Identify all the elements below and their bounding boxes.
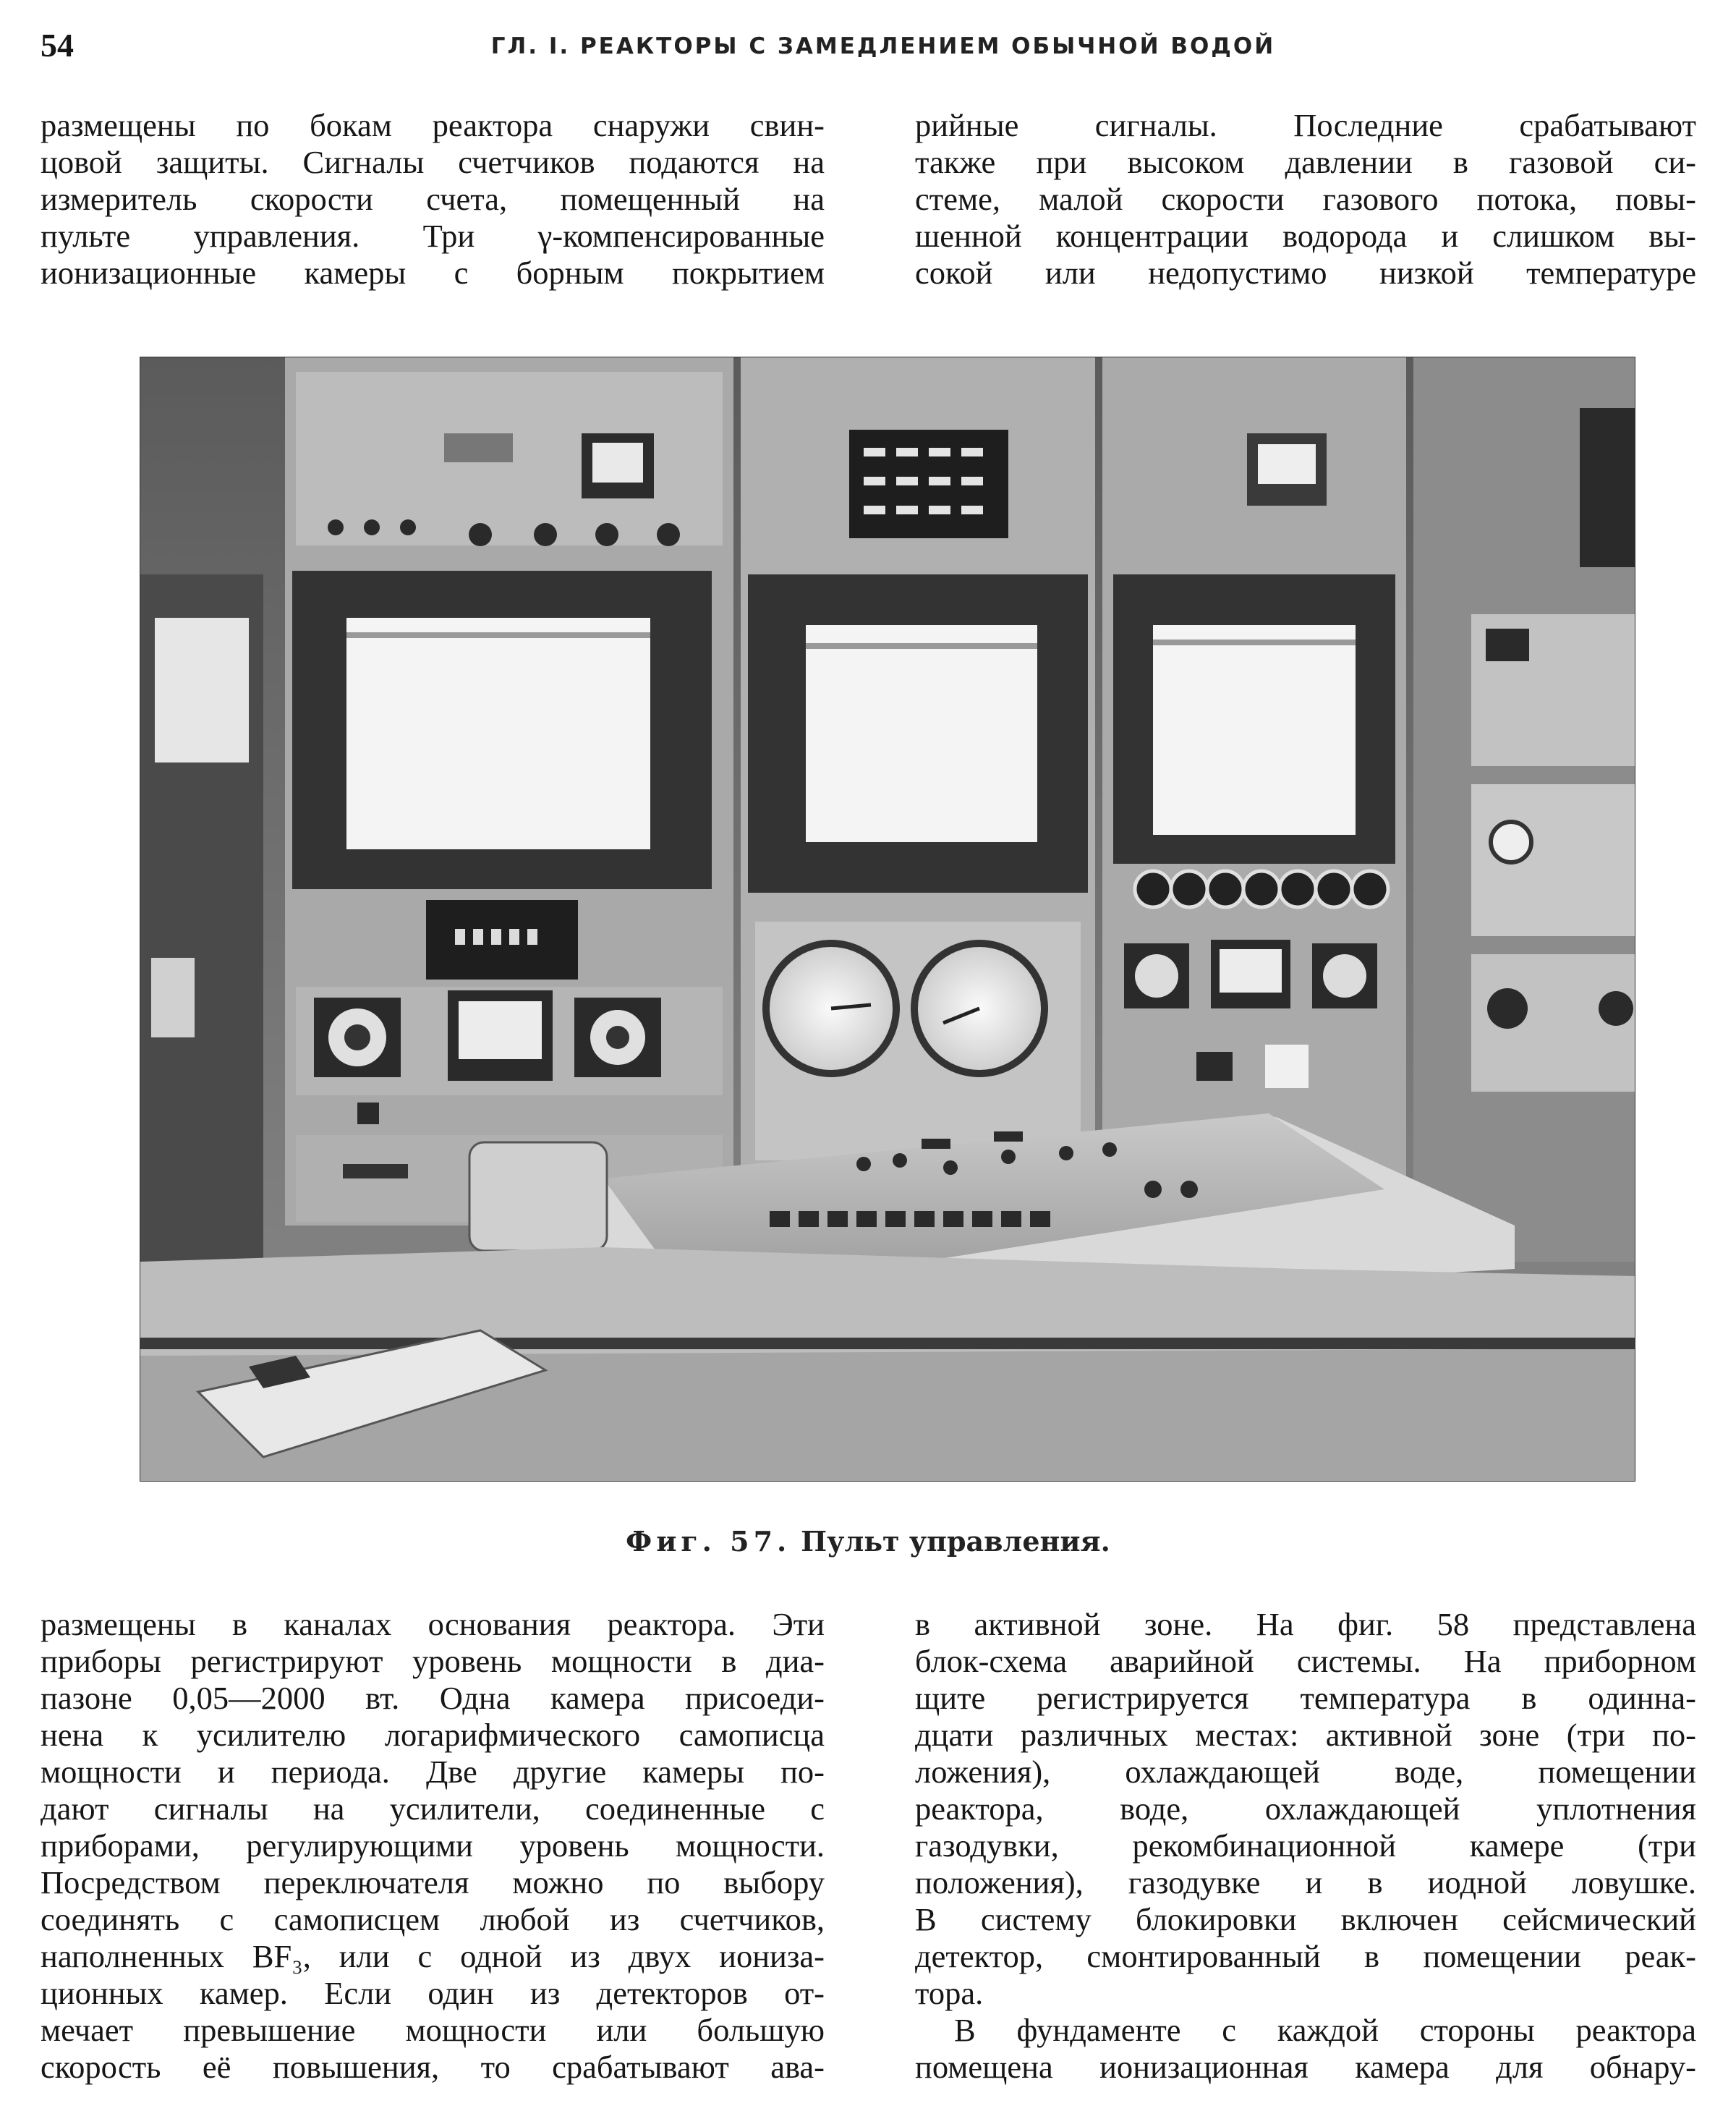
running-head: ГЛ. I. РЕАКТОРЫ С ЗАМЕДЛЕНИЕМ ОБЫЧНОЙ ВОДОЙ (490, 33, 1276, 59)
text-line: пульте управления. Три γ-компенсированные (41, 218, 825, 254)
text-line: наполненных BF₃, или с одной из двух иониза- (41, 1938, 825, 1974)
text-line: В фундаменте с каждой стороны реактора (954, 2012, 1696, 2048)
text-line: соединять с самописцем любой из счетчиков, (41, 1901, 825, 1937)
text-line: цовой защиты. Сигналы счетчиков подаются на (41, 144, 825, 180)
bottom-right-column (915, 1606, 1696, 2086)
top-left-column (41, 107, 825, 292)
bottom-left-column (41, 1606, 825, 2086)
text-line: В систему блокировки включен сейсмический (915, 1901, 1696, 1937)
top-right-column (915, 107, 1696, 292)
text-line: пазоне 0,05—2000 вт. Одна камера присоеди- (41, 1680, 825, 1716)
text-line: ложения), охлаждающей воде, помещении (915, 1754, 1696, 1790)
text-line: дцати различных местах: активной зоне (три по- (915, 1717, 1696, 1753)
text-line: ионизационные камеры с борным покрытием (41, 255, 825, 291)
text-line: стеме, малой скорости газового потока, повы- (915, 181, 1696, 217)
text-line: детектор, смонтированный в помещении реак- (915, 1938, 1696, 1974)
page-header (41, 26, 1697, 72)
text-line: мечает превышение мощности или большую (41, 2012, 825, 2048)
figure-label: Фиг. 57. (626, 1525, 791, 1558)
text-line: размещены в каналах основания реактора. Эти (41, 1606, 825, 1642)
text-line: шенной концентрации водорода и слишком вы- (915, 218, 1696, 254)
text-line: также при высоком давлении в газовой си- (915, 144, 1696, 180)
text-line: помещена ионизационная камера для обнару- (915, 2049, 1696, 2085)
text-line: в активной зоне. На фиг. 58 представлена (915, 1606, 1696, 1642)
text-line: щите регистрируется температура в одинна- (915, 1680, 1696, 1716)
text-line: измеритель скорости счета, помещенный на (41, 181, 825, 217)
control-panel-illustration (140, 357, 1635, 1481)
text-line: ционных камер. Если один из детекторов от- (41, 1975, 825, 2011)
figure-caption (0, 1525, 1736, 1558)
text-line: рийные сигналы. Последние срабатывают (915, 107, 1696, 143)
text-line: приборы регистрируют уровень мощности в диа- (41, 1643, 825, 1679)
text-line: размещены по бокам реактора снаружи свин- (41, 107, 825, 143)
control-panel-photo (140, 357, 1635, 1482)
text-line: Посредством переключателя можно по выбору (41, 1864, 825, 1900)
text-line: дают сигналы на усилители, соединенные с (41, 1790, 825, 1827)
text-line: скорость её повышения, то срабатывают ава- (41, 2049, 825, 2085)
text-line: положения), газодувке и в иодной ловушке. (915, 1864, 1696, 1900)
text-line: тора. (915, 1975, 984, 2011)
text-line: приборами, регулирующими уровень мощности. (41, 1827, 825, 1864)
text-line: газодувки, рекомбинационной камере (три (915, 1827, 1696, 1864)
page-number: 54 (41, 27, 74, 64)
text-line: нена к усилителю логарифмического самописца (41, 1717, 825, 1753)
text-line: мощности и периода. Две другие камеры по- (41, 1754, 825, 1790)
text-line: сокой или недопустимо низкой температуре (915, 255, 1696, 291)
text-line: блок-схема аварийной системы. На приборном (915, 1643, 1696, 1679)
text-line: реактора, воде, охлаждающей уплотнения (915, 1790, 1696, 1827)
figure-caption-text: Пульт управления. (801, 1525, 1110, 1558)
